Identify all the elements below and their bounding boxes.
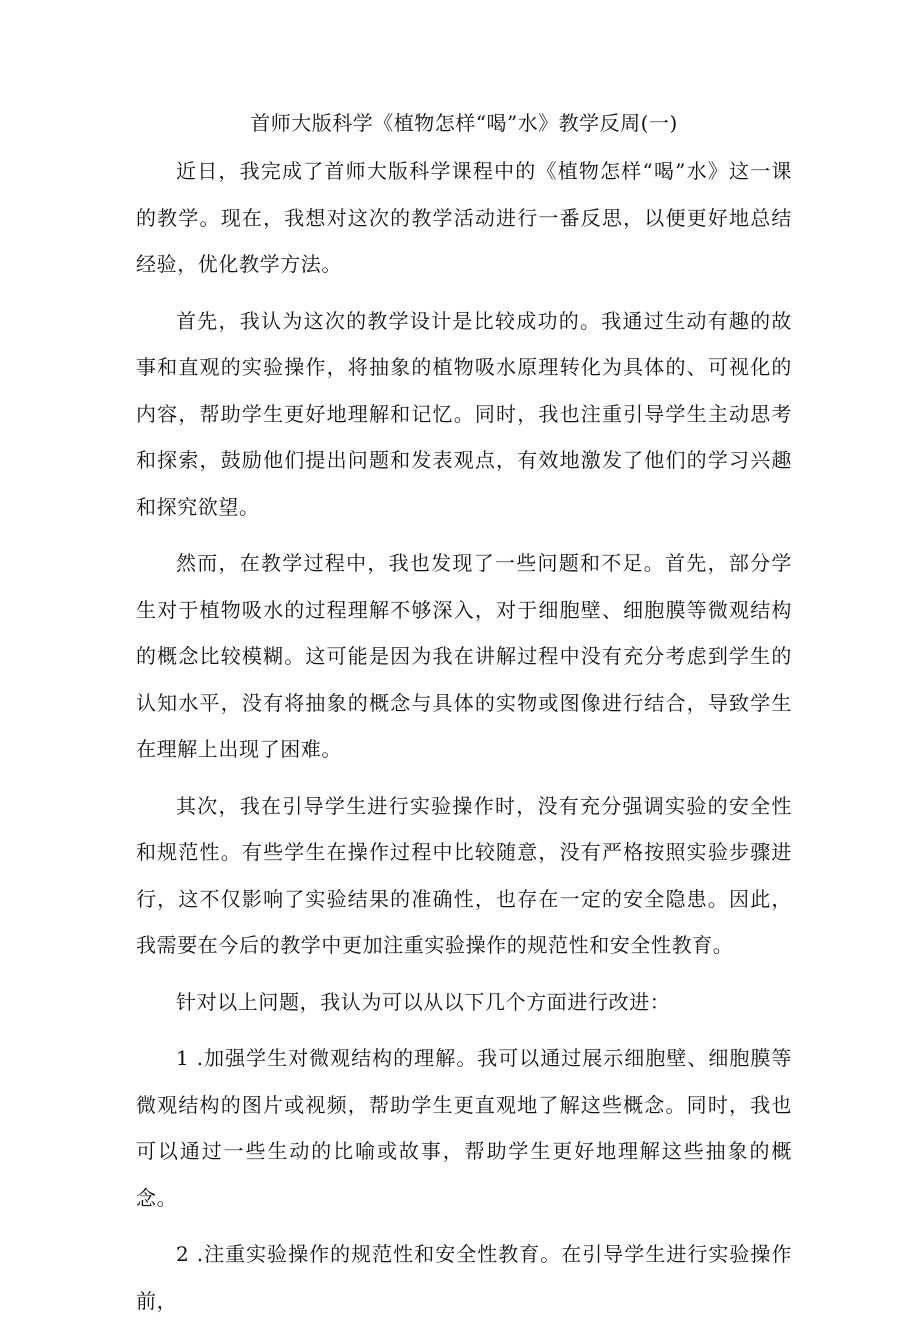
paragraph-problems: 然而，在教学过程中，我也发现了一些问题和不足。首先，部分学生对于植物吸水的过程理解不够深入，对于细胞壁、细胞膜等微观结构的概念比较模糊。这可能是因为我在讲解过程中没有充分考虑到学生的认知水平，没有将抽象的概念与具体的实物或图像进行结合，导致学生在理解上出现了困难。 bbox=[136, 551, 792, 761]
document-page bbox=[136, 108, 792, 1334]
paragraph-item-2: 2 .注重实验操作的规范性和安全性教育。在引导学生进行实验操作前， bbox=[136, 1242, 792, 1313]
document-title: 首师大版科学《植物怎样“喝”水》教学反周(一) bbox=[250, 111, 678, 135]
paragraph-strengths: 首先，我认为这次的教学设计是比较成功的。我通过生动有趣的故事和直观的实验操作，将抽象的植物吸水原理转化为具体的、可视化的内容，帮助学生更好地理解和记忆。同时，我也注重引导学生主动思考和探索，鼓励他们提出问题和发表观点，有效地激发了他们的学习兴趣和探究欲望。 bbox=[136, 308, 792, 519]
paragraph-safety: 其次，我在引导学生进行实验操作时，没有充分强调实验的安全性和规范性。有些学生在操作过程中比较随意，没有严格按照实验步骤进行，这不仅影响了实验结果的准确性，也存在一定的安全隐患。因此，我需要在今后的教学中更加注重实验操作的规范性和安全性教育。 bbox=[136, 793, 792, 957]
paragraph-intro: 近日，我完成了首师大版科学课程中的《植物怎样“喝”水》这一课的教学。现在，我想对这次的教学活动进行一番反思，以便更好地总结经验，优化教学方法。 bbox=[136, 159, 792, 276]
paragraph-item-1: 1 .加强学生对微观结构的理解。我可以通过展示细胞壁、细胞膜等微观结构的图片或视频，帮助学生更直观地了解这些概念。同时，我也可以通过一些生动的比喻或故事，帮助学生更好地理解这些抽象的概念。 bbox=[136, 1046, 792, 1210]
paragraph-improvements-intro: 针对以上问题，我认为可以从以下几个方面进行改进： bbox=[176, 989, 671, 1014]
